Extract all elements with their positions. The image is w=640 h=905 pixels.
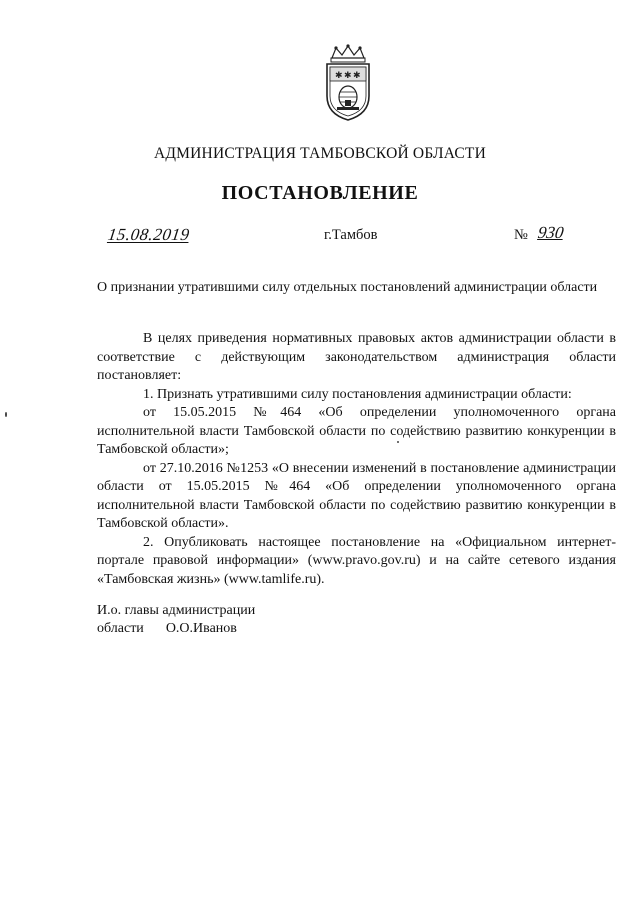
body-paragraph-preamble: В целях приведения нормативных правовых актов администрации области в соответствие с действующим законодательством администрация области постановляет: [97, 331, 616, 383]
svg-text:✱: ✱ [353, 70, 361, 80]
scan-speck [5, 412, 7, 417]
scan-speck [397, 441, 399, 443]
document-date: 15.08.2019 [106, 225, 191, 244]
document-type: ПОСТАНОВЛЕНИЕ [221, 182, 419, 204]
document-subject: О признании утратившими силу отдельных постановлений администрации области [97, 280, 598, 295]
body-paragraph-item-1: 1. Признать утратившими силу постановления администрации области: [143, 386, 572, 402]
body-paragraph-item-1a: от 15.05.2015 №464 «Об определении уполномоченного органа исполнительной власти Тамбовской области по содействию развитию конкуренции в Тамбовской области»; [97, 405, 616, 457]
body-paragraph-item-1b: от 27.10.2016 №1253 «О внесении изменений в постановление администрации области от 15.05.2015 №464 «Об определении уполномоченного органа исполнительной власти Тамбовской области по содействию развитию конкуренции в Тамбовской области». [97, 460, 616, 531]
tambov-coat-of-arms-icon [318, 44, 378, 122]
document-meta [0, 225, 640, 249]
signature-position-line2: области [97, 621, 144, 636]
document-city: г.Тамбов [324, 227, 378, 243]
organization-title: АДМИНИСТРАЦИЯ ТАМБОВСКОЙ ОБЛАСТИ [154, 145, 486, 162]
signatory-name: О.О.Иванов [165, 621, 237, 636]
svg-text:✱: ✱ [344, 70, 352, 80]
document-body [97, 330, 616, 589]
signature-position: И.о. главы администрации [97, 603, 256, 618]
svg-text:✱: ✱ [335, 70, 343, 80]
document-number-label: № [514, 227, 528, 243]
body-paragraph-item-2: 2. Опубликовать настоящее постановление на «Официальном интернет-портале правовой информации» (www.pravo.gov.ru) и на сайте сетевого издания «Тамбовская жизнь» (www.tamlife.ru). [97, 534, 616, 587]
signature-block [97, 602, 255, 638]
document-number: 930 [536, 223, 565, 242]
